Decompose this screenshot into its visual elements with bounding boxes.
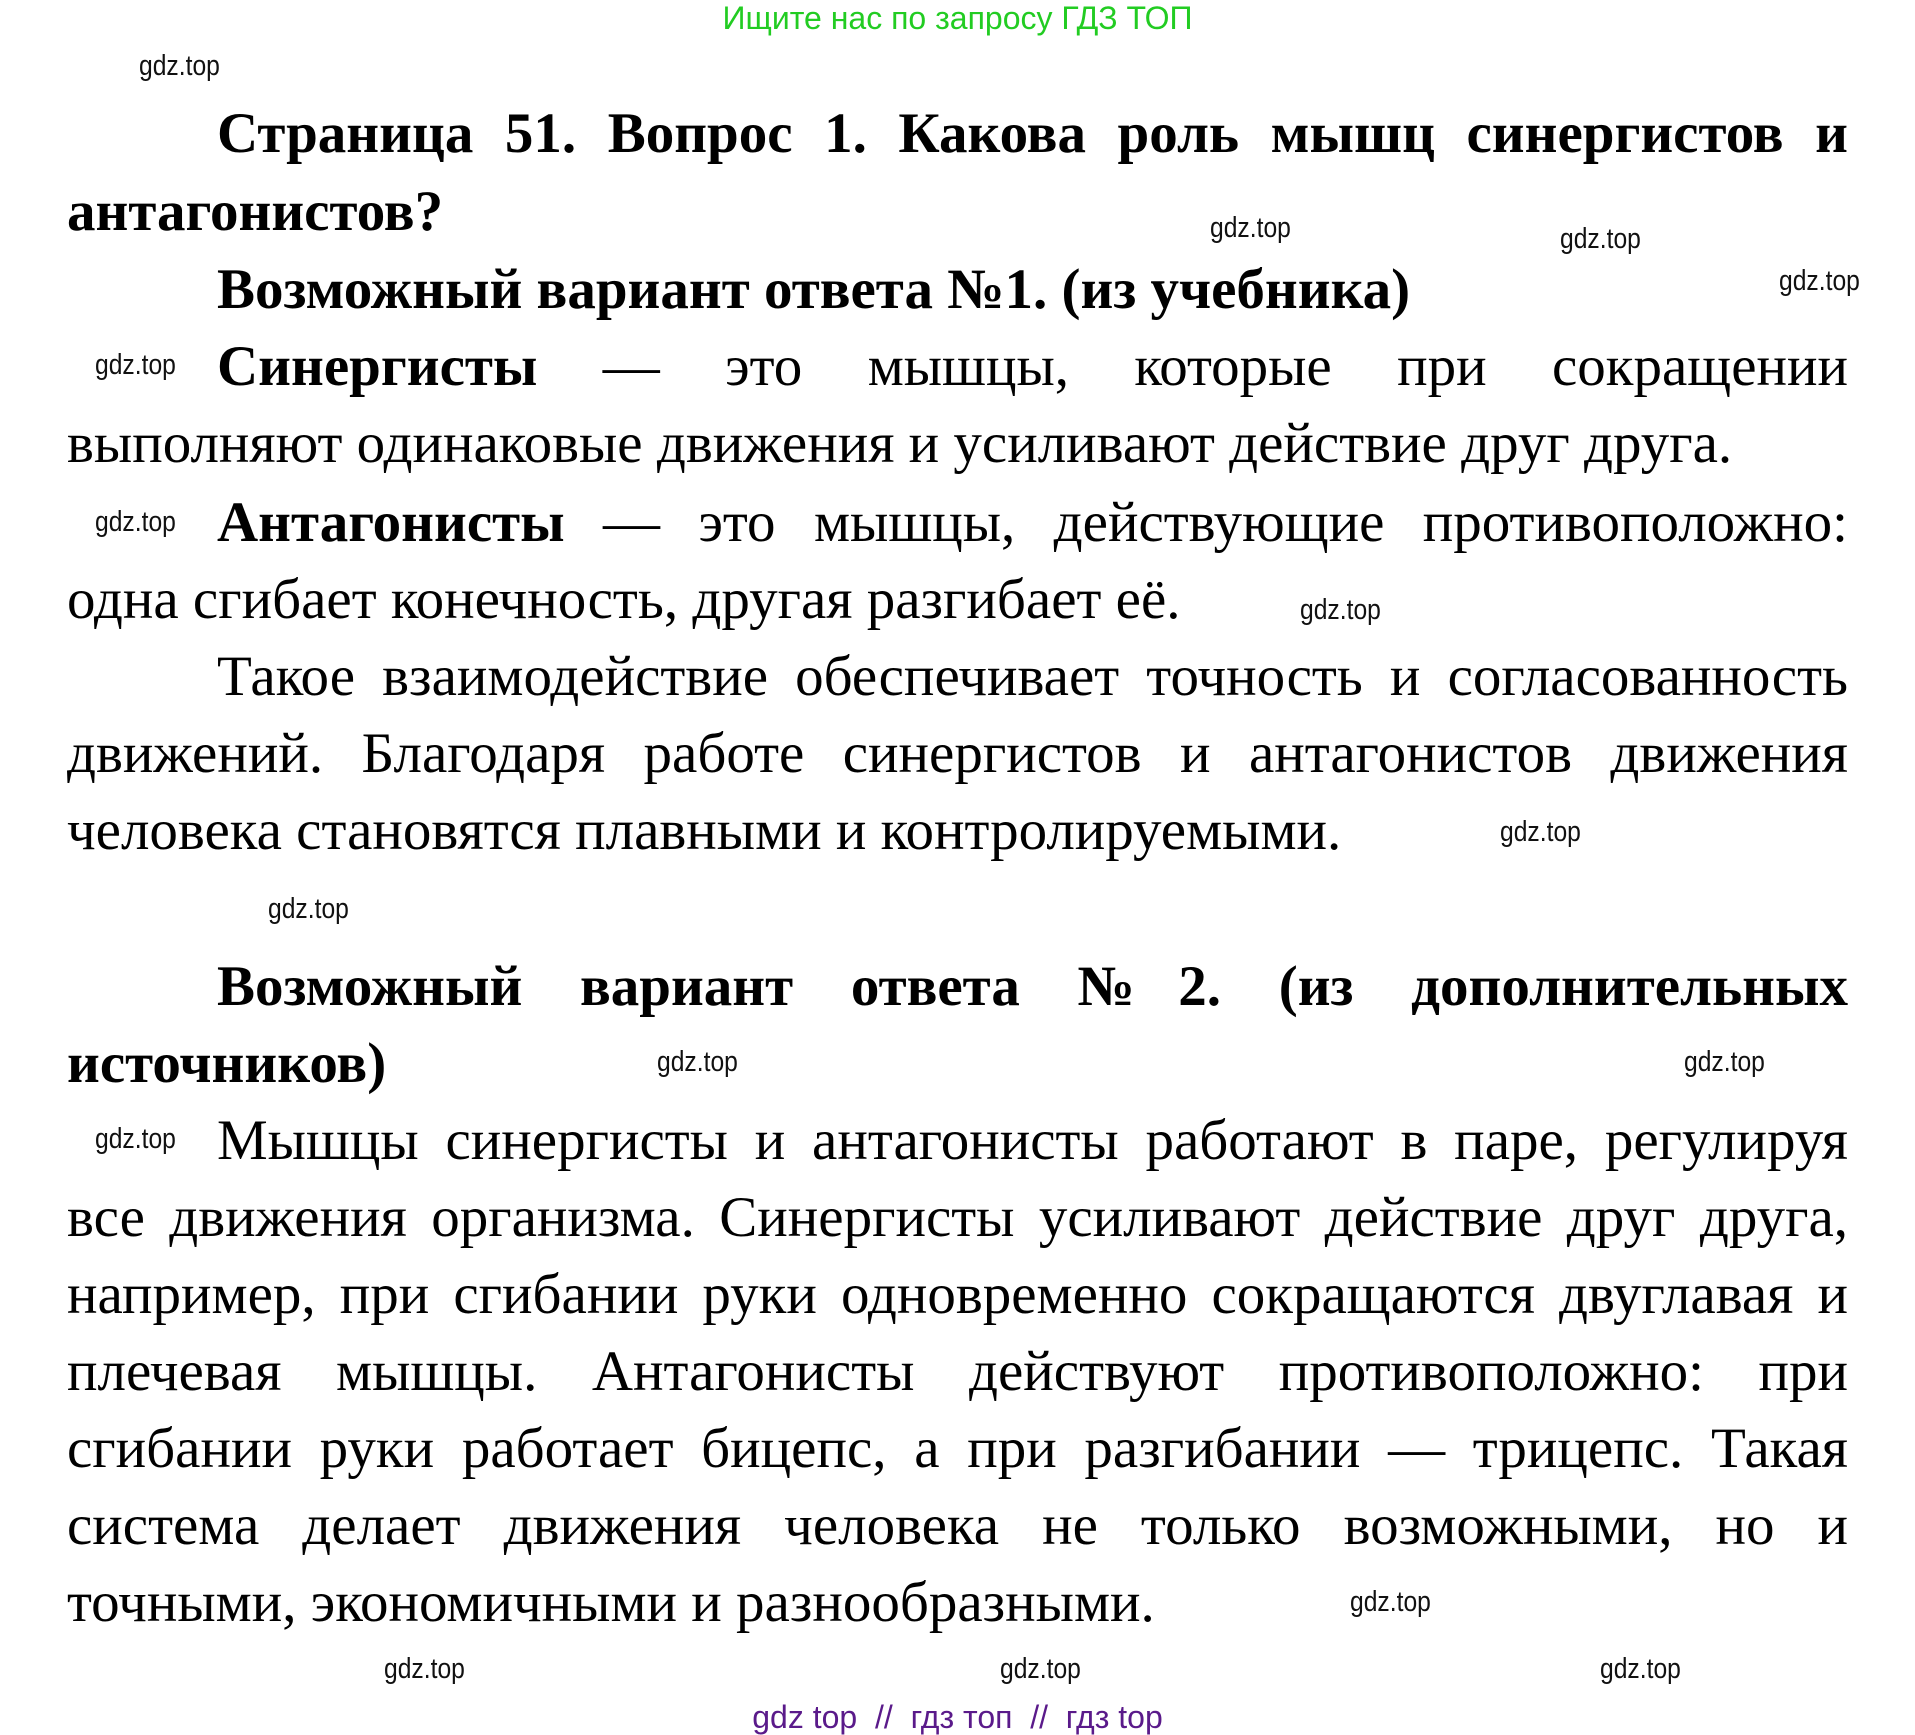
watermark: gdz.top: [139, 50, 220, 82]
watermark: gdz.top: [268, 893, 349, 925]
answer2-text-line: сгибании руки работает бицепс, а при разгибании — трицепс. Такая: [67, 1417, 1848, 1480]
answer1-antagonists-line1: [217, 484, 1848, 561]
answer1-text-line: движений. Благодаря работе синергистов и антагонистов движения: [67, 722, 1848, 785]
answer2-heading-line1: Возможный вариант ответа №2. (из дополнительных: [217, 955, 1848, 1018]
watermark: gdz.top: [95, 1123, 176, 1155]
answer1-synergists-line2: выполняют одинаковые движения и усиливают действие друг друга.: [67, 412, 1733, 475]
footer-links: gdz top // гдз топ // гдз top: [752, 1699, 1163, 1735]
watermark: gdz.top: [1500, 816, 1581, 848]
watermark: gdz.top: [1560, 223, 1641, 255]
watermark: gdz.top: [1210, 212, 1291, 244]
answer1-antagonists-line2: одна сгибает конечность, другая разгибает её.: [67, 568, 1181, 631]
watermark: gdz.top: [1684, 1046, 1765, 1078]
term-synergists: Синергисты: [217, 335, 538, 398]
watermark: gdz.top: [384, 1653, 465, 1685]
watermark: gdz.top: [1350, 1586, 1431, 1618]
watermark: gdz.top: [1300, 594, 1381, 626]
answer2-heading-line2: источников): [67, 1032, 387, 1095]
watermark: gdz.top: [1000, 1653, 1081, 1685]
definition-text: — это мышцы, действующие противоположно:: [564, 491, 1848, 554]
watermark: gdz.top: [95, 349, 176, 381]
answer1-text-line: человека становятся плавными и контролируемыми.: [67, 799, 1342, 862]
watermark: gdz.top: [1600, 1653, 1681, 1685]
answer2-text-line: например, при сгибании руки одновременно сокращаются двуглавая и: [67, 1263, 1848, 1326]
watermark: gdz.top: [657, 1046, 738, 1078]
answer2-text-line: все движения организма. Синергисты усиливают действие друг друга,: [67, 1186, 1848, 1249]
watermark: gdz.top: [95, 506, 176, 538]
answer2-text-line: точными, экономичными и разнообразными.: [67, 1571, 1155, 1634]
search-banner: Ищите нас по запросу ГДЗ ТОП: [722, 0, 1193, 36]
answer2-text-line: плечевая мышцы. Антагонисты действуют противоположно: при: [67, 1340, 1848, 1403]
question-title-line2: антагонистов?: [67, 180, 444, 243]
question-title-line1: Страница 51. Вопрос 1. Какова роль мышц синергистов и: [217, 102, 1848, 165]
answer2-text-line: Мышцы синергисты и антагонисты работают в паре, регулируя: [217, 1109, 1848, 1172]
answer2-text-line: система делает движения человека не только возможными, но и: [67, 1494, 1848, 1557]
watermark: gdz.top: [1779, 265, 1860, 297]
definition-text: — это мышцы, которые при сокращении: [537, 335, 1848, 398]
answer1-synergists-line1: [217, 328, 1848, 405]
answer1-text-line: Такое взаимодействие обеспечивает точность и согласованность: [217, 645, 1848, 708]
answer1-heading: Возможный вариант ответа №1. (из учебника): [217, 258, 1411, 321]
term-antagonists: Антагонисты: [217, 491, 565, 554]
